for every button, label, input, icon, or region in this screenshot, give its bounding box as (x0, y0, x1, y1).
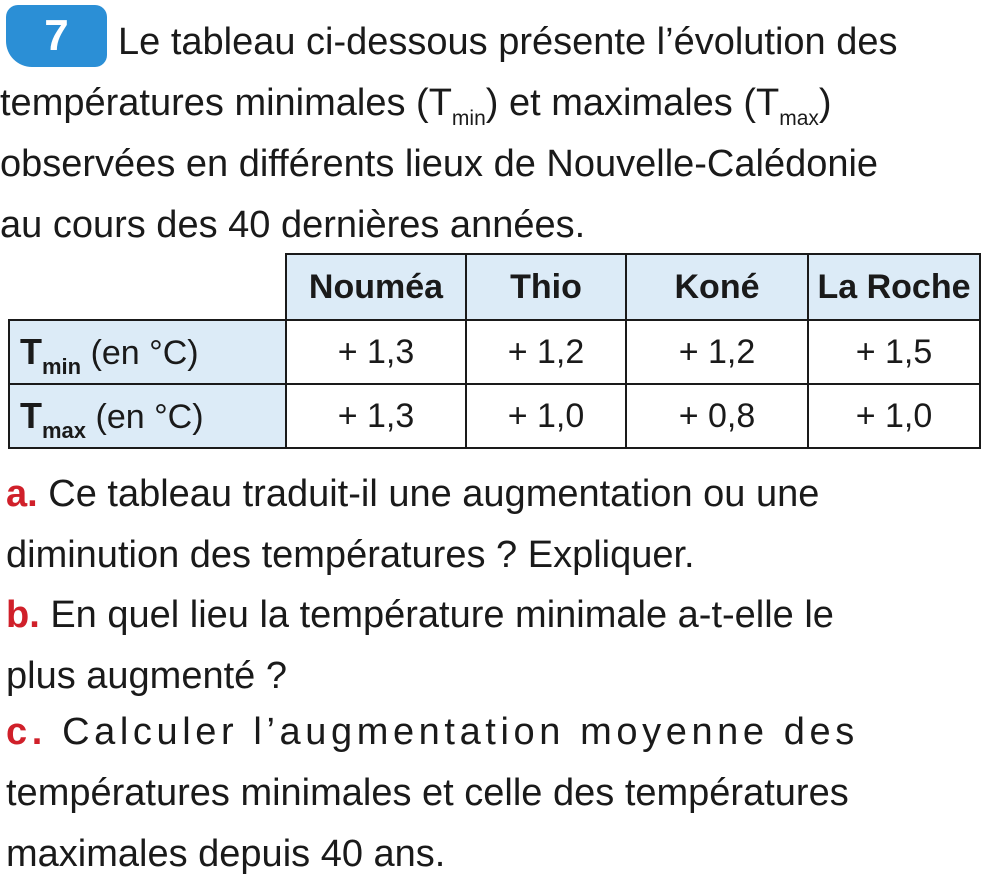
table-row (9, 384, 980, 448)
row-header-tmin: $T_{min}$ (en °C) (9, 320, 286, 384)
question-label: a. (6, 473, 38, 515)
table-cell: + 0,8 (626, 384, 808, 448)
table-cell: + 1,3 (286, 384, 466, 448)
question-c: c. Calculer l’augmentation moyenne des températures minimales et celle des températures maximales depuis 40 ans. (6, 711, 859, 875)
intro-line-4: au cours des 40 dernières années. (0, 204, 586, 246)
intro-line-1: Le tableau ci-dessous présente l’évolution des (118, 21, 898, 63)
table-corner (9, 254, 286, 320)
intro-line-3: observées en différents lieux de Nouvelle-Calédonie (0, 143, 879, 185)
question-label: b. (6, 594, 40, 636)
table-cell: + 1,0 (808, 384, 980, 448)
table-row (9, 320, 980, 384)
table-cell: + 1,2 (626, 320, 808, 384)
table-header-row (9, 254, 980, 320)
table-cell: + 1,3 (286, 320, 466, 384)
exercise-number-badge: 7 (6, 5, 107, 67)
column-header: Koné (626, 254, 808, 320)
table-cell: + 1,0 (466, 384, 626, 448)
table-cell: + 1,5 (808, 320, 980, 384)
column-header: Thio (466, 254, 626, 320)
column-header: Nouméa (286, 254, 466, 320)
column-header: La Roche (808, 254, 980, 320)
exercise-intro (0, 12, 994, 256)
question-b: b. En quel lieu la température minimale a-t-elle le plus augmenté ? (6, 594, 834, 697)
question-a: a. Ce tableau traduit-il une augmentation ou une diminution des températures ? Expliquer. (6, 473, 820, 576)
intro-line-2: températures minimales $(T_{min})$ et maximales $(T_{max})$ (0, 82, 832, 130)
temperature-table (8, 253, 981, 449)
row-header-tmax: $T_{max}$ (en °C) (9, 384, 286, 448)
question-label: c. (6, 711, 47, 753)
table-cell: + 1,2 (466, 320, 626, 384)
